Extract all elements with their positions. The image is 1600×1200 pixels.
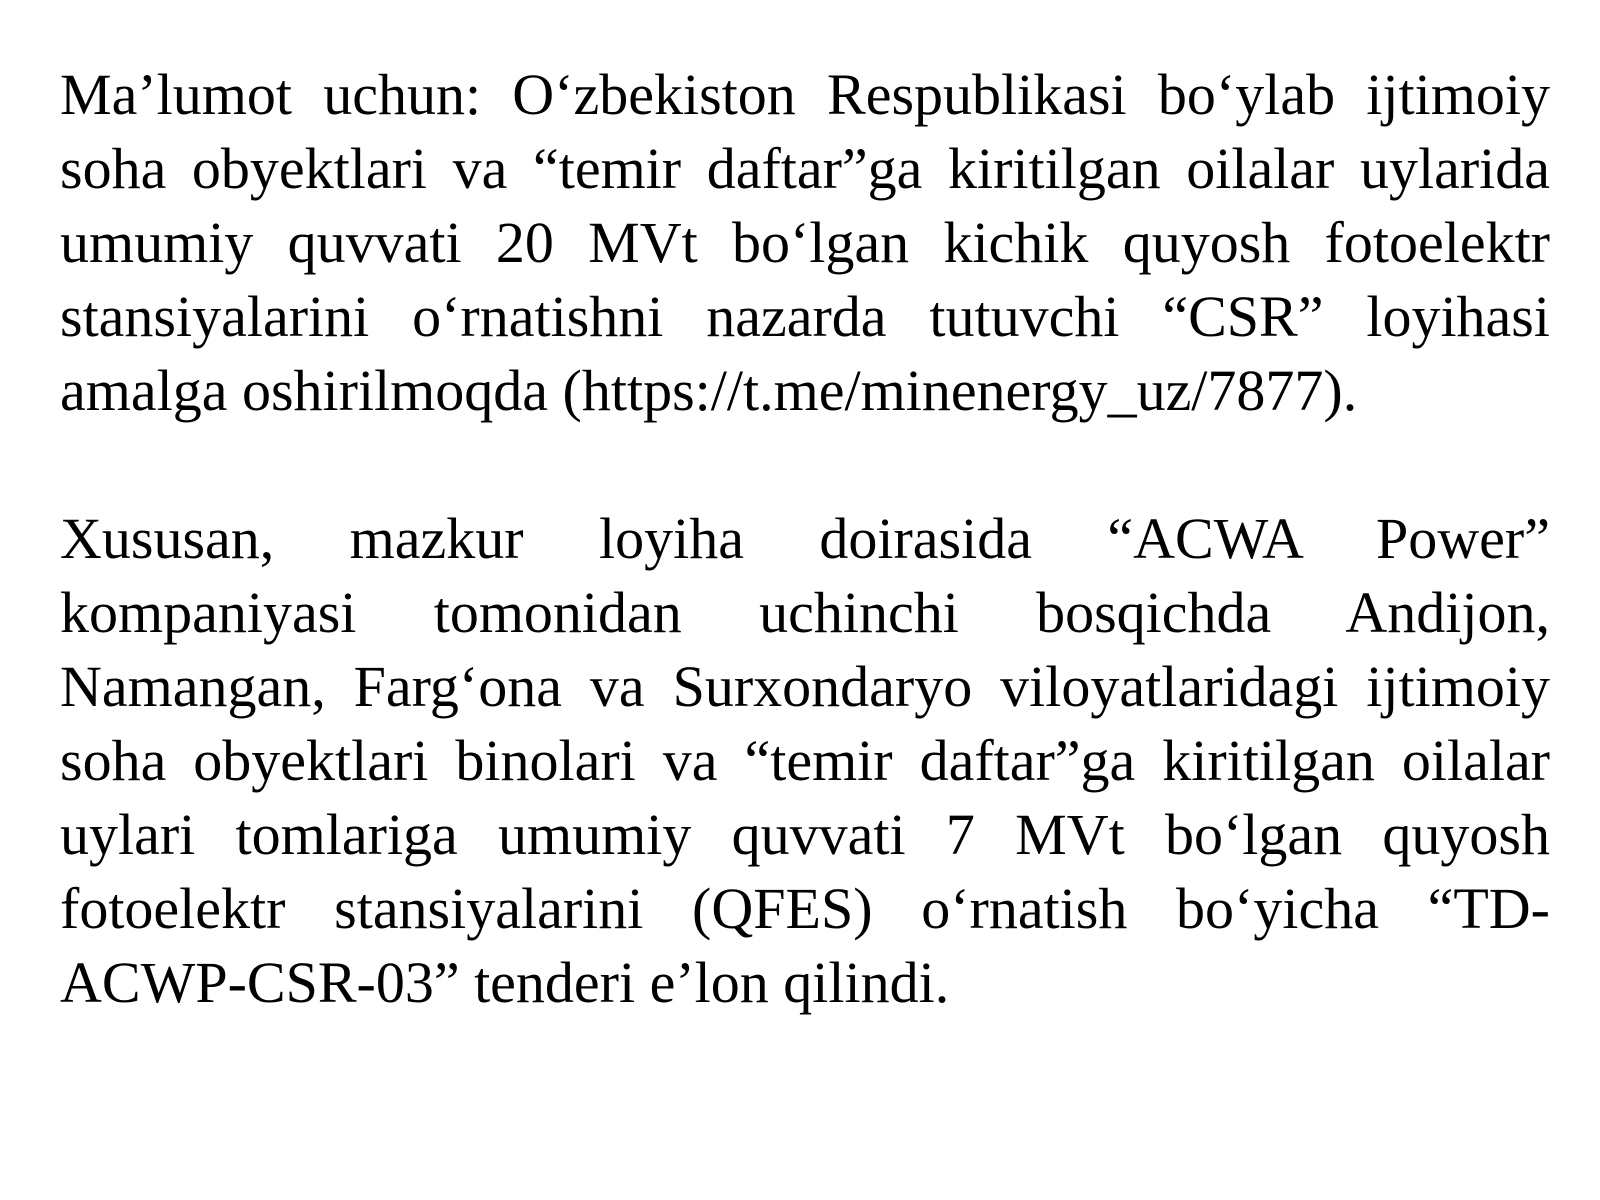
document-page [60,58,1550,1020]
paragraph-info: Ma’lumot uchun: O‘zbekiston Respublikasi bo‘ylab ijtimoiy soha obyektlari va “temir daftar”ga kiritilgan oilalar uylarida umumiy quvvati 20 MVt bo‘lgan kichik quyosh fotoelektr stansiyalarini o‘rnatishni nazarda tutuvchi “CSR” loyihasi amalga oshirilmoqda (https://t.me/minenergy_uz/7877). [60,62,1550,423]
paragraph-tender: Xususan, mazkur loyiha doirasida “ACWA Power” kompaniyasi tomonidan uchinchi bosqichda Andijon, Namangan, Farg‘ona va Surxondaryo viloyatlaridagi ijtimoiy soha obyektlari binolari va “temir daftar”ga kiritilgan oilalar uylari tomlariga umumiy quvvati 7 MVt bo‘lgan quyosh fotoelektr stansiyalarini (QFES) o‘rnatish bo‘yicha “TD-ACWP-CSR-03” tenderi e’lon qilindi. [60,506,1550,1015]
